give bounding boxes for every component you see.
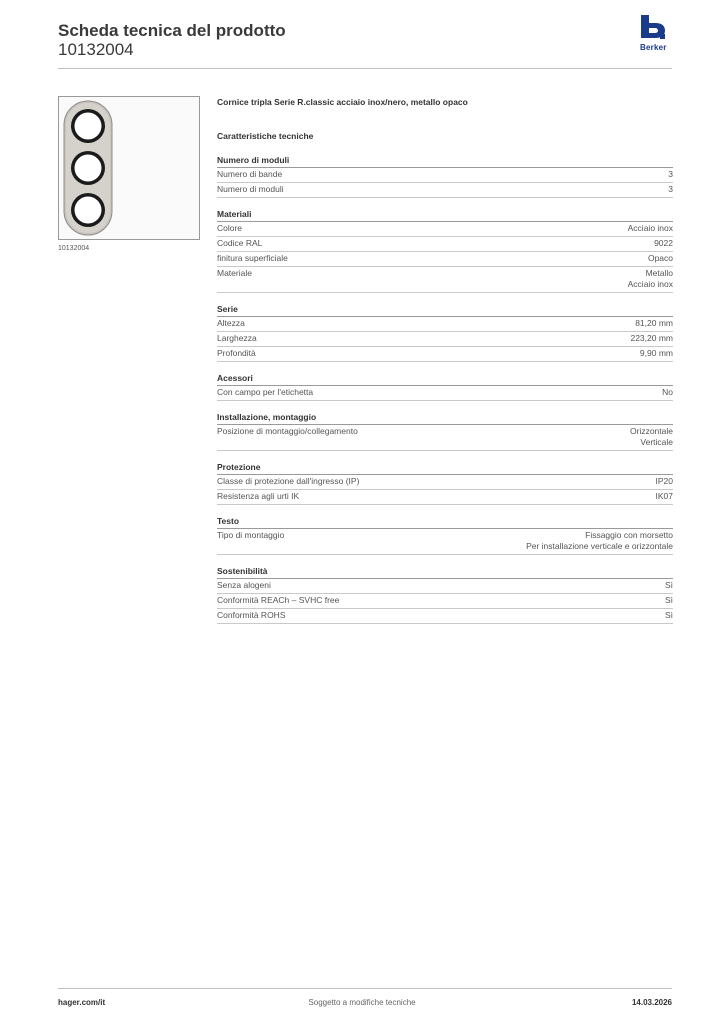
spec-section (217, 208, 673, 293)
spec-row (217, 168, 673, 183)
spec-row (217, 222, 673, 237)
footer-note: Soggetto a modifiche tecniche (308, 998, 416, 1007)
header-divider (58, 68, 672, 69)
spec-value: Sì (664, 595, 673, 605)
spec-label: Posizione di montaggio/collegamento (217, 426, 358, 436)
spec-row (217, 579, 673, 594)
spec-row (217, 332, 673, 347)
spec-values (640, 348, 673, 359)
spec-value: Verticale (640, 437, 673, 447)
section-heading: Materiali (217, 208, 673, 222)
spec-values (662, 387, 673, 398)
spec-row (217, 529, 673, 555)
spec-value: 9,90 mm (639, 348, 673, 358)
spec-value: Acciaio inox (627, 223, 673, 233)
spec-section (217, 154, 673, 198)
spec-values (635, 318, 673, 329)
spec-values (665, 595, 673, 606)
section-heading: Numero di moduli (217, 154, 673, 168)
spec-values (526, 530, 673, 552)
spec-row (217, 490, 673, 505)
spec-values (630, 426, 673, 448)
spec-row (217, 267, 673, 293)
spec-content (217, 96, 673, 634)
spec-title: Caratteristiche tecniche (217, 131, 314, 141)
spec-value: Sì (664, 580, 673, 590)
spec-value: Fissaggio con morsetto (585, 530, 673, 540)
spec-value: Sì (664, 610, 673, 620)
triple-frame-illustration (59, 97, 199, 239)
spec-row (217, 252, 673, 267)
spec-values (628, 268, 673, 290)
spec-label: Codice RAL (217, 238, 263, 248)
spec-values (656, 476, 674, 487)
spec-sections (217, 154, 673, 624)
spec-values (630, 333, 673, 344)
spec-value: Metallo (645, 268, 673, 278)
spec-value: 3 (668, 169, 673, 179)
spec-row (217, 347, 673, 362)
spec-section (217, 411, 673, 451)
spec-section (217, 372, 673, 401)
spec-label: Colore (217, 223, 243, 233)
footer-divider (58, 988, 672, 989)
spec-values (656, 491, 674, 502)
spec-row (217, 237, 673, 252)
spec-value: 3 (668, 184, 673, 194)
spec-values (628, 223, 673, 234)
section-heading: Sostenibilità (217, 565, 673, 579)
spec-label: Profondità (217, 348, 256, 358)
document-title: Scheda tecnica del prodotto (58, 21, 286, 40)
footer-website[interactable]: hager.com/it (58, 998, 106, 1007)
spec-label: Numero di moduli (217, 184, 284, 194)
spec-label: Conformità ROHS (217, 610, 286, 620)
spec-label: finitura superficiale (217, 253, 288, 263)
spec-label: Numero di bande (217, 169, 283, 179)
section-heading: Testo (217, 515, 673, 529)
spec-value: Opaco (647, 253, 673, 263)
spec-section (217, 461, 673, 505)
spec-values (665, 580, 673, 591)
spec-value: Orizzontale (630, 426, 673, 436)
product-code: 10132004 (58, 40, 134, 59)
spec-values (665, 610, 673, 621)
spec-value: 81,20 mm (635, 318, 673, 328)
spec-section (217, 303, 673, 362)
spec-values (668, 184, 673, 195)
spec-value: IK07 (655, 491, 673, 501)
spec-row (217, 425, 673, 451)
spec-section (217, 515, 673, 555)
spec-value: IP20 (655, 476, 673, 486)
berker-b-logo-icon (641, 15, 667, 42)
section-heading: Acessori (217, 372, 673, 386)
spec-row (217, 609, 673, 624)
product-image (58, 96, 200, 240)
spec-values (648, 253, 673, 264)
spec-value: No (662, 387, 673, 397)
spec-label: Classe di protezione dall'ingresso (IP) (217, 476, 360, 486)
spec-value: 223,20 mm (630, 333, 673, 343)
section-heading: Installazione, montaggio (217, 411, 673, 425)
spec-label: Larghezza (217, 333, 257, 343)
spec-label: Con campo per l'etichetta (217, 387, 314, 397)
brand-logo (640, 15, 674, 55)
footer-date: 14.03.2026 (631, 998, 672, 1007)
spec-row (217, 317, 673, 332)
spec-label: Conformità REACh – SVHC free (217, 595, 340, 605)
spec-value: Per installazione verticale e orizzontale (526, 541, 673, 551)
spec-section (217, 565, 673, 624)
spec-label: Senza alogeni (217, 580, 271, 590)
spec-row (217, 475, 673, 490)
spec-label: Altezza (217, 318, 245, 328)
spec-row (217, 183, 673, 198)
product-name: Cornice tripla Serie R.classic acciaio inox/nero, metallo opaco (217, 97, 468, 107)
section-heading: Serie (217, 303, 673, 317)
spec-value: Acciaio inox (627, 279, 673, 289)
spec-row (217, 594, 673, 609)
spec-label: Materiale (217, 268, 252, 278)
section-heading: Protezione (217, 461, 673, 475)
spec-values (654, 238, 673, 249)
brand-name: Berker (640, 43, 667, 52)
image-caption: 10132004 (58, 245, 90, 252)
spec-value: 9022 (654, 238, 673, 248)
spec-row (217, 386, 673, 401)
spec-label: Resistenza agli urti IK (217, 491, 300, 501)
spec-values (668, 169, 673, 180)
spec-label: Tipo di montaggio (217, 530, 285, 540)
